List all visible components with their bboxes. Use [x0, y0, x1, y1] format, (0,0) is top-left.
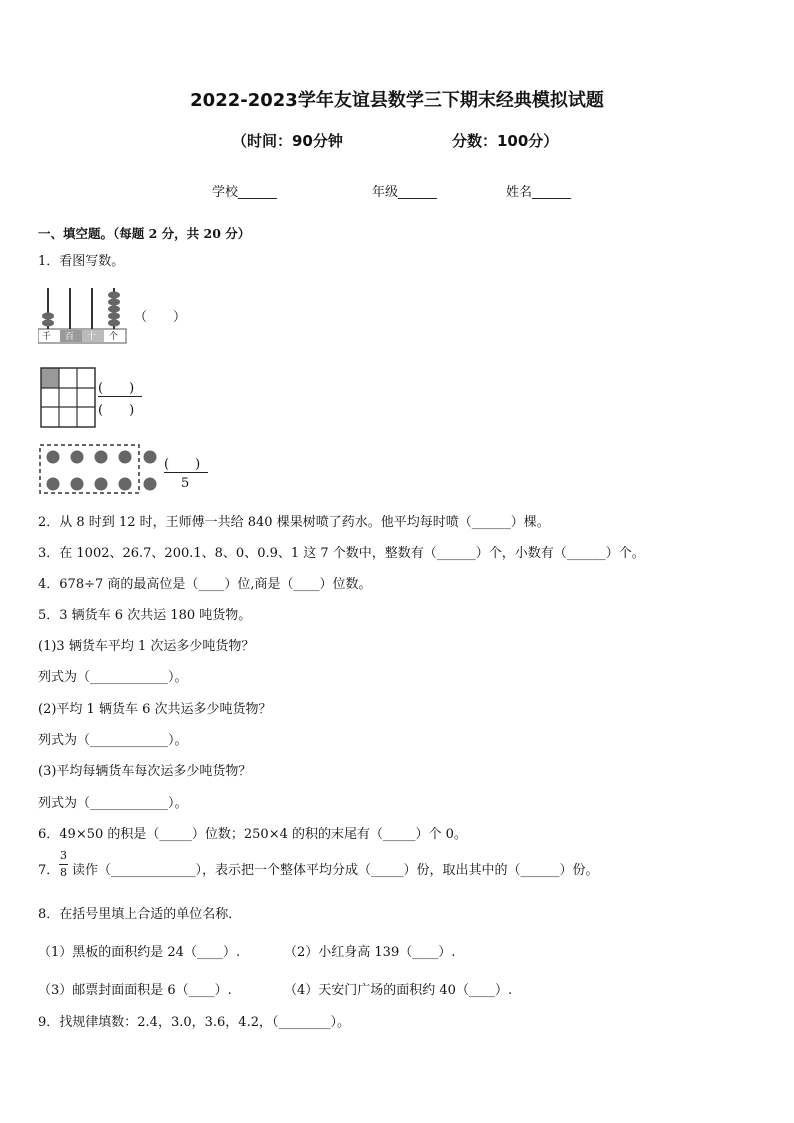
question-3: 3．在 1002、26.7、200.1、8、0、0.9、1 这 7 个数中，整数有（______）个，小数有（______）个。	[38, 546, 645, 561]
circles-denominator: 5	[181, 476, 190, 491]
question-5-part-3: (3)平均每辆货车每次运多少吨货物？	[38, 764, 252, 779]
question-4: 4．678÷7 商的最高位是（____）位,商是（____）位数。	[38, 577, 372, 592]
section-heading: 一、填空题。（每题 2 分，共 20 分）	[38, 226, 251, 241]
question-7: 读作（_____________），表示把一个整体平均分成（_____）份，取出其中的（______）份。	[72, 863, 599, 878]
abacus-label-ones: 个	[109, 332, 119, 342]
question-1: 1．看图写数。	[38, 254, 125, 269]
question-7-fraction-bar	[59, 864, 68, 865]
question-5: 5．3 辆货车 6 次共运 180 吨货物。	[38, 608, 252, 623]
page-title: 2022-2023学年友谊县数学三下期末经典模拟试题	[190, 90, 604, 111]
school-field[interactable]: 学校______	[212, 185, 278, 200]
exam-score: 分数：100分）	[452, 132, 559, 150]
question-6: 6．49×50 的积是（_____）位数；250×4 的积的末尾有（_____）个 0。	[38, 827, 467, 842]
circles-numerator-blank[interactable]: ( )	[164, 457, 201, 472]
abacus-label-hundreds: 百	[65, 332, 75, 342]
question-2: 2．从 8 时到 12 时，王师傅一共给 840 棵果树喷了药水。他平均每时喷（______）棵。	[38, 515, 550, 530]
grid-numerator-blank[interactable]: ( )	[98, 381, 135, 396]
grid-denominator-blank[interactable]: ( )	[98, 403, 135, 418]
question-8: 8．在括号里填上合适的单位名称．	[38, 907, 242, 922]
abacus-answer-blank[interactable]: （ ）	[134, 310, 187, 325]
grade-field[interactable]: 年级______	[372, 185, 438, 200]
question-7-prefix: 7．	[38, 863, 60, 878]
question-5-part-2: (2)平均 1 辆货车 6 次共运多少吨货物？	[38, 702, 272, 717]
abacus-label-tens: 十	[87, 332, 97, 342]
exam-time: （时间：90分钟	[232, 132, 343, 150]
question-5-answer-2[interactable]: 列式为（____________）。	[38, 733, 188, 748]
question-8-item-4: （4）天安门广场的面积约 40（____）.	[284, 983, 513, 998]
question-9: 9．找规律填数：2.4，3.0，3.6，4.2，（________）。	[38, 1015, 350, 1030]
question-5-part-1: (1)3 辆货车平均 1 次运多少吨货物？	[38, 639, 255, 654]
question-5-answer-3[interactable]: 列式为（____________）。	[38, 796, 188, 811]
grid-fraction-bar	[98, 396, 142, 397]
question-7-fraction-numerator: 3	[60, 849, 67, 862]
question-8-item-2: （2）小红身高 139（____）.	[284, 945, 456, 960]
circles-figure	[38, 442, 162, 496]
question-8-item-1: （1）黑板的面积约是 24（____）.	[38, 945, 241, 960]
grid-figure	[40, 367, 98, 429]
question-8-item-3: （3）邮票封面面积是 6（____）.	[38, 983, 232, 998]
question-5-answer-1[interactable]: 列式为（____________）。	[38, 670, 188, 685]
abacus-label-thousands: 千	[42, 332, 52, 342]
circles-fraction-bar	[164, 472, 208, 473]
question-7-fraction-denominator: 8	[60, 866, 67, 879]
name-field[interactable]: 姓名______	[506, 185, 572, 200]
